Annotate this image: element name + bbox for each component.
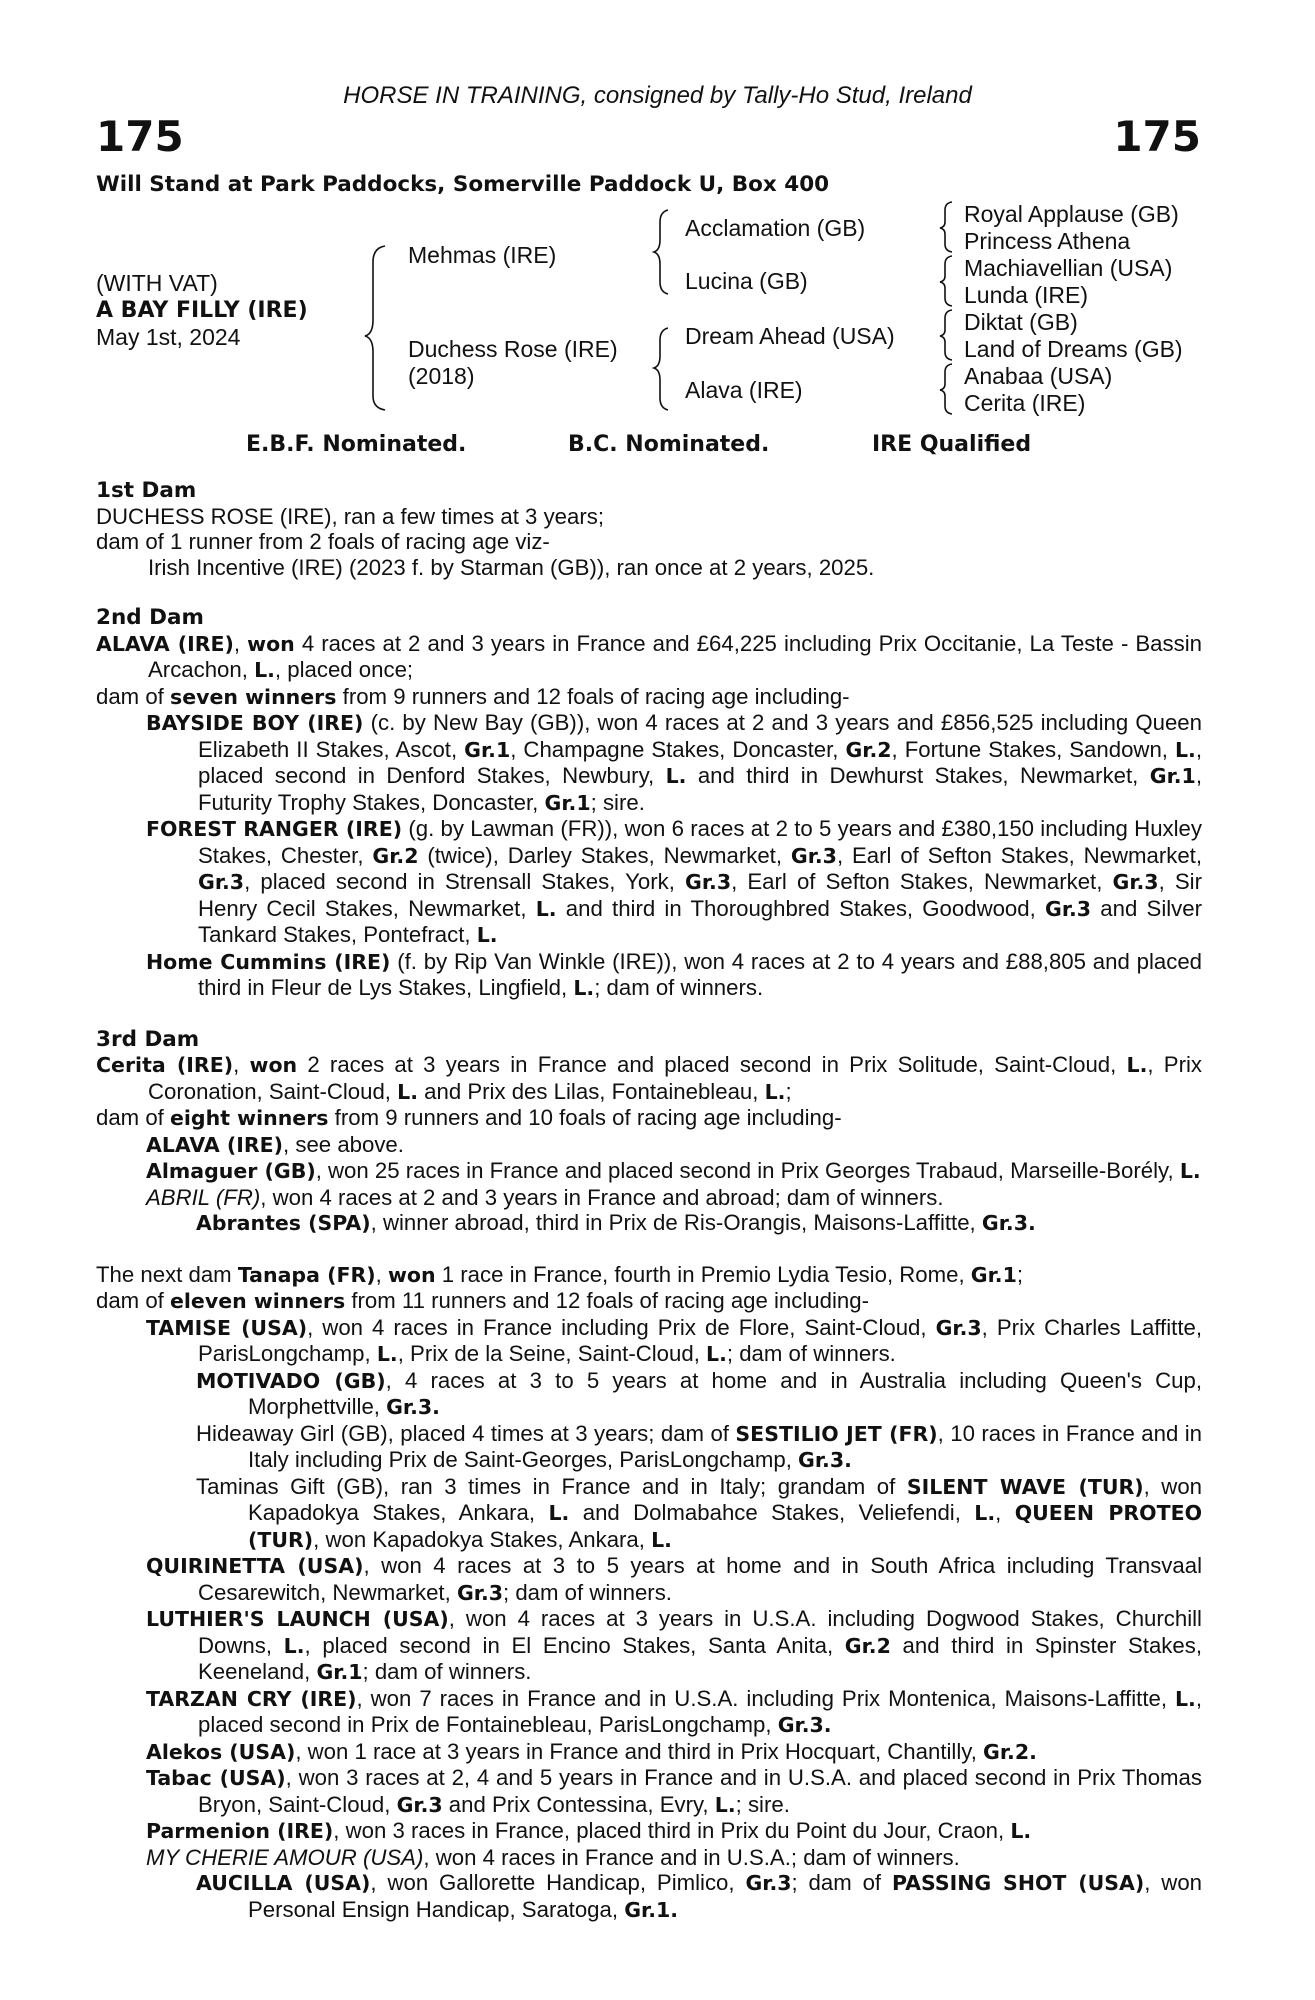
produce-tarzan-cry: TARZAN CRY (IRE), won 7 races in France and in U.S.A. including Prix Montenica, Maisons-Laffitte, L., placed second in Prix de Fontainebleau, ParisLongchamp, Gr.3. (146, 1685, 1202, 1737)
lot-number-right: 175 (1113, 112, 1201, 161)
bc-nominated: B.C. Nominated. (568, 432, 770, 457)
produce-quirinetta: QUIRINETTA (USA), won 4 races at 3 to 5 years at home and in South Africa including Transvaal Cesarewitch, Newmarket, Gr.3; dam of winners. (146, 1553, 1202, 1605)
produce-taminas-gift: Taminas Gift (GB), ran 3 times in France and in Italy; grandam of SILENT WAVE (TUR), won Kapadokya Stakes, Ankara, L. and Dolmabahce Stakes, Veliefendi, L., QUEEN PROTEO (TUR), won Kapadokya Stakes, Ankara, L. (196, 1473, 1203, 1552)
catalogue-body (96, 478, 1202, 1923)
lot-number-left: 175 (96, 112, 184, 161)
foaled-date: May 1st, 2024 (96, 324, 241, 350)
ire-qualified: IRE Qualified (872, 432, 1032, 457)
next-dam-produce: dam of eleven winners from 11 runners and 12 foals of racing age including- (96, 1288, 869, 1313)
next-dam-entry: The next dam Tanapa (FR), won 1 race in France, fourth in Premio Lydia Tesio, Rome, Gr.1; (96, 1261, 1024, 1287)
horse-name: A BAY FILLY (IRE) (96, 298, 308, 323)
produce-home-cummins: Home Cummins (IRE) (f. by Rip Van Winkle (IRE)), won 4 races at 2 to 4 years and £88,805 and placed third in Fleur de Lys Stakes, Lingfield, L.; dam of winners. (146, 948, 1202, 1000)
produce-my-cherie-amour: MY CHERIE AMOUR (USA), won 4 races in France and in U.S.A.; dam of winners. (146, 1844, 960, 1870)
ggp-7: Anabaa (USA) (964, 363, 1113, 389)
ggp-2: Princess Athena (964, 228, 1131, 254)
produce-alava: ALAVA (IRE), see above. (146, 1131, 404, 1157)
produce-parmenion: Parmenion (IRE), won 3 races in France, placed third in Prix du Point du Jour, Craon, L. (146, 1818, 1032, 1843)
dam-name: Duchess Rose (IRE) (408, 336, 618, 362)
produce-abrantes: Abrantes (SPA), winner abroad, third in Prix de Ris-Orangis, Maisons-Laffitte, Gr.3. (196, 1210, 1036, 1235)
sire-sire: Acclamation (GB) (685, 215, 866, 241)
ggp-3: Machiavellian (USA) (964, 255, 1173, 281)
first-dam-produce: Irish Incentive (IRE) (2023 f. by Starman (GB)), ran once at 2 years, 2025. (148, 554, 875, 580)
first-dam-line2: dam of 1 runner from 2 foals of racing age viz- (96, 529, 550, 554)
produce-luthiers-launch: LUTHIER'S LAUNCH (USA), won 4 races at 3 years in U.S.A. including Dogwood Stakes, Churchill Downs, L., placed second in El Encino Stakes, Santa Anita, Gr.2 and third in Spinster Stakes, Keeneland, Gr.1; dam of winners. (146, 1606, 1202, 1684)
sire-dam: Lucina (GB) (685, 268, 808, 294)
produce-bayside-boy: BAYSIDE BOY (IRE) (c. by New Bay (GB)), won 4 races at 2 and 3 years and £856,525 including Queen Elizabeth II Stakes, Ascot, Gr.1, Champagne Stakes, Doncaster, Gr.2, Fortune Stakes, Sandown, L., placed second in Denford Stakes, Newbury, L. and third in Dewhurst Stakes, Newmarket, Gr.1, Futurity Trophy Stakes, Doncaster, Gr.1; sire. (146, 710, 1203, 815)
ggp-1: Royal Applause (GB) (964, 201, 1179, 227)
first-dam-line1: DUCHESS ROSE (IRE), ran a few times at 3 years; (96, 503, 604, 529)
produce-tabac: Tabac (USA), won 3 races at 2, 4 and 5 years in France and in U.S.A. and placed second in Prix Thomas Bryon, Saint-Cloud, Gr.3 and Prix Contessina, Evry, L.; sire. (146, 1765, 1202, 1817)
consignor-line: HORSE IN TRAINING, consigned by Tally-Ho Stud, Ireland (343, 82, 972, 109)
produce-alekos: Alekos (USA), won 1 race at 3 years in France and third in Prix Hocquart, Chantilly, Gr.2. (146, 1738, 1037, 1764)
produce-abril: ABRIL (FR), won 4 races at 2 and 3 years in France and abroad; dam of winners. (146, 1184, 944, 1210)
vat-label: (WITH VAT) (96, 270, 218, 296)
produce-aucilla: AUCILLA (USA), won Gallorette Handicap, Pimlico, Gr.3; dam of PASSING SHOT (USA), won Personal Ensign Handicap, Saratoga, Gr.1. (196, 1870, 1203, 1922)
third-dam-entry: Cerita (IRE), won 2 races at 3 years in France and placed second in Prix Solitude, Saint-Cloud, L., Prix Coronation, Saint-Cloud, L. and Prix des Lilas, Fontainebleau, L.; (96, 1052, 1202, 1104)
produce-tamise: TAMISE (USA), won 4 races in France including Prix de Flore, Saint-Cloud, Gr.3, Prix Charles Laffitte, ParisLongchamp, L., Prix de la Seine, Saint-Cloud, L.; dam of winners. (146, 1314, 1202, 1366)
dam-dam: Alava (IRE) (685, 377, 803, 403)
dam-sire: Dream Ahead (USA) (685, 323, 895, 349)
ggp-8: Cerita (IRE) (964, 390, 1086, 416)
second-dam-entry: ALAVA (IRE), won 4 races at 2 and 3 years in France and £64,225 including Prix Occitanie, La Teste - Bassin Arcachon, L., placed once; (96, 630, 1202, 682)
second-dam-heading: 2nd Dam (96, 605, 204, 630)
second-dam-produce: dam of seven winners from 9 runners and 12 foals of racing age including- (96, 683, 850, 709)
ggp-6: Land of Dreams (GB) (964, 336, 1183, 362)
sire-name: Mehmas (IRE) (408, 242, 557, 268)
first-dam-heading: 1st Dam (96, 478, 197, 503)
third-dam-heading: 3rd Dam (96, 1026, 200, 1052)
location-line: Will Stand at Park Paddocks, Somerville Paddock U, Box 400 (96, 172, 830, 197)
third-dam-produce: dam of eight winners from 9 runners and 10 foals of racing age including- (96, 1105, 842, 1130)
ebf-nominated: E.B.F. Nominated. (246, 432, 467, 457)
produce-hideaway-girl: Hideaway Girl (GB), placed 4 times at 3 years; dam of SESTILIO JET (FR), 10 races in France and in Italy including Prix de Saint-Georges, ParisLongchamp, Gr.3. (196, 1420, 1202, 1472)
produce-motivado: MOTIVADO (GB), 4 races at 3 to 5 years at home and in Australia including Queen's Cup, Morphettville, Gr.3. (196, 1367, 1203, 1419)
produce-forest-ranger: FOREST RANGER (IRE) (g. by Lawman (FR)), won 6 races at 2 to 5 years and £380,150 including Huxley Stakes, Chester, Gr.2 (twice), Darley Stakes, Newmarket, Gr.3, Earl of Sefton Stakes, Newmarket, Gr.3, placed second in Strensall Stakes, York, Gr.3, Earl of Sefton Stakes, Newmarket, Gr.3, Sir Henry Cecil Stakes, Newmarket, L. and third in Thoroughbred Stakes, Goodwood, Gr.3 and Silver Tankard Stakes, Pontefract, L. (146, 816, 1203, 947)
produce-almaguer: Almaguer (GB), won 25 races in France and placed second in Prix Georges Trabaud, Marseille-Borély, L. (146, 1158, 1201, 1183)
dam-year: (2018) (408, 363, 475, 389)
ggp-4: Lunda (IRE) (964, 282, 1089, 308)
ggp-5: Diktat (GB) (964, 309, 1078, 335)
